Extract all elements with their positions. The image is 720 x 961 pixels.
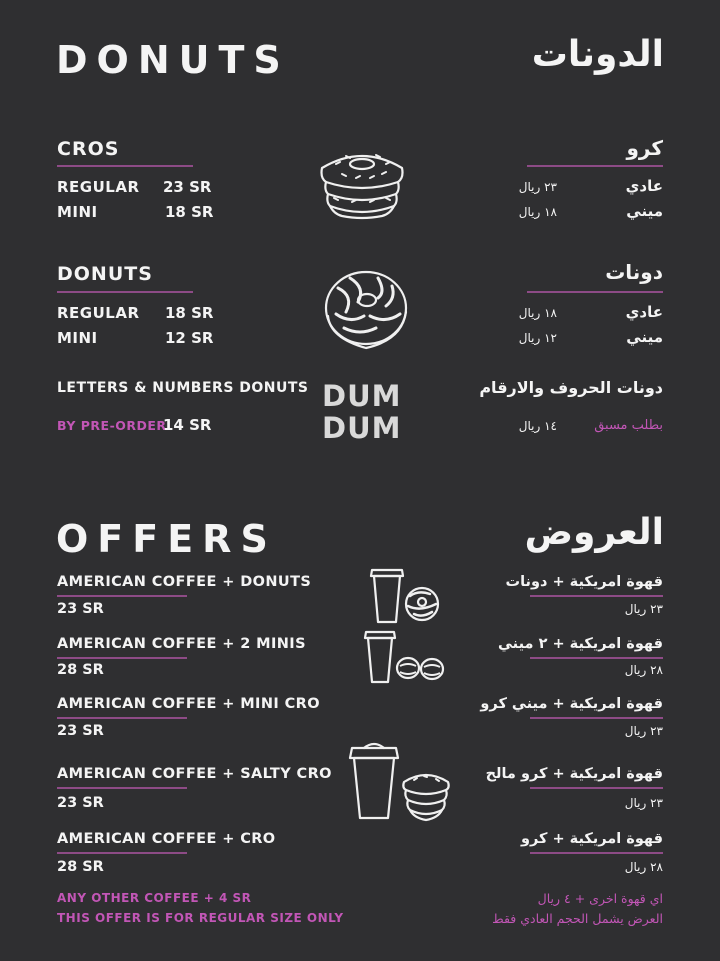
offer-price-en: 23 SR xyxy=(57,601,104,617)
letters-price-ar: ١٤ ريال xyxy=(518,419,557,433)
offer-name-ar: قهوة امريكية + كرو xyxy=(520,831,663,847)
offer-rule-en xyxy=(57,787,187,789)
donuts-mini-label-ar: ميني xyxy=(626,328,663,346)
offer-rule-ar xyxy=(530,852,663,854)
donuts-regular-label: REGULAR xyxy=(57,304,140,322)
dum-dum-logo xyxy=(322,380,401,444)
offers-title-en: OFFERS xyxy=(56,517,277,561)
donuts-rule-ar xyxy=(527,291,663,293)
cro-donut-icon xyxy=(312,140,412,222)
offer-note2-ar: العرض يشمل الحجم العادي فقط xyxy=(492,911,663,926)
offer-price-en: 23 SR xyxy=(57,723,104,739)
offer-name-en: AMERICAN COFFEE + DONUTS xyxy=(57,574,312,590)
offer-name-ar: قهوة امريكية + ميني كرو xyxy=(480,696,663,712)
cros-regular-label: REGULAR xyxy=(57,178,140,196)
dum-logo-line1: DUM xyxy=(322,379,402,413)
offer-rule-en xyxy=(57,852,187,854)
cros-title-en: CROS xyxy=(57,138,120,160)
offer-name-en: AMERICAN COFFEE + MINI CRO xyxy=(57,696,320,712)
letters-title-ar: دونات الحروف والارقام xyxy=(479,378,663,397)
offer-note1-en: ANY OTHER COFFEE + 4 SR xyxy=(57,891,252,905)
glazed-donut-icon xyxy=(320,268,412,354)
offer-name-en: AMERICAN COFFEE + CRO xyxy=(57,831,276,847)
offer-name-en: AMERICAN COFFEE + SALTY CRO xyxy=(57,766,332,782)
offer-rule-ar xyxy=(530,657,663,659)
cros-mini-label: MINI xyxy=(57,203,98,221)
cros-rule-en xyxy=(57,165,193,167)
offer-rule-ar xyxy=(530,717,663,719)
offer-rule-ar xyxy=(530,595,663,597)
offer-price-ar: ٢٣ ريال xyxy=(624,602,663,616)
offer-name-ar: قهوة امريكية + دونات xyxy=(505,574,663,590)
letters-price-en: 14 SR xyxy=(163,416,212,434)
cros-mini-label-ar: ميني xyxy=(626,202,663,220)
offer-price-en: 28 SR xyxy=(57,859,104,875)
offer-rule-en xyxy=(57,657,187,659)
cros-regular-price-ar: ٢٣ ريال xyxy=(518,180,557,194)
offer-name-ar: قهوة امريكية + كرو مالح xyxy=(485,766,663,782)
letters-preorder-ar: بطلب مسبق xyxy=(594,418,663,433)
offer-price-ar: ٢٨ ريال xyxy=(624,860,663,874)
offer-note2-en: THIS OFFER IS FOR REGULAR SIZE ONLY xyxy=(57,911,344,925)
offer-price-en: 23 SR xyxy=(57,795,104,811)
donuts-rule-en xyxy=(57,291,193,293)
cros-regular-label-ar: عادي xyxy=(625,177,663,195)
letters-preorder-en: BY PRE-ORDER xyxy=(57,418,167,433)
donuts-regular-price-ar: ١٨ ريال xyxy=(518,306,557,320)
offer-note1-ar: اي قهوة اخرى + ٤ ريال xyxy=(537,891,663,906)
cros-mini-price: 18 SR xyxy=(165,203,214,221)
donuts-title-ar: الدونات xyxy=(531,34,664,75)
offers-title-ar: العروض xyxy=(524,512,664,553)
donuts-mini-price: 12 SR xyxy=(165,329,214,347)
offer-rule-ar xyxy=(530,787,663,789)
cros-mini-price-ar: ١٨ ريال xyxy=(518,205,557,219)
donuts-sub-title-ar: دونات xyxy=(605,260,663,284)
cros-regular-price: 23 SR xyxy=(163,178,212,196)
offer-price-ar: ٢٣ ريال xyxy=(624,796,663,810)
offer-price-ar: ٢٨ ريال xyxy=(624,663,663,677)
coffee-donut-icon xyxy=(360,566,444,628)
donuts-mini-label: MINI xyxy=(57,329,98,347)
donuts-title-en: DONUTS xyxy=(56,38,290,82)
donuts-regular-label-ar: عادي xyxy=(625,303,663,321)
letters-title-en: LETTERS & NUMBERS DONUTS xyxy=(57,380,309,396)
cros-rule-ar xyxy=(527,165,663,167)
offer-price-ar: ٢٣ ريال xyxy=(624,724,663,738)
offer-name-en: AMERICAN COFFEE + 2 MINIS xyxy=(57,636,306,652)
donuts-sub-title-en: DONUTS xyxy=(57,263,153,285)
offer-rule-en xyxy=(57,595,187,597)
donuts-regular-price: 18 SR xyxy=(165,304,214,322)
offer-name-ar: قهوة امريكية + ٢ ميني xyxy=(498,636,663,652)
coffee-minis-icon xyxy=(356,628,446,688)
offer-rule-en xyxy=(57,717,187,719)
donuts-mini-price-ar: ١٢ ريال xyxy=(518,331,557,345)
dum-logo-line2: DUM xyxy=(322,411,402,445)
offer-price-en: 28 SR xyxy=(57,662,104,678)
coffee-cro-icon xyxy=(344,738,454,824)
cros-title-ar: كرو xyxy=(626,136,663,160)
